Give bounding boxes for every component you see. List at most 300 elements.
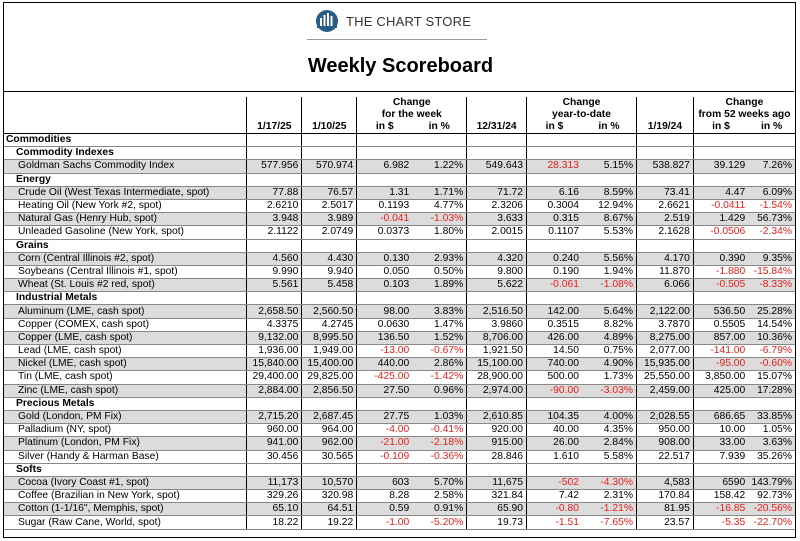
empty-cell	[357, 463, 413, 476]
cell-value: 2,122.00	[637, 305, 694, 318]
cell-value: 320.98	[302, 490, 357, 503]
cell-value: 12.94%	[582, 199, 637, 212]
empty-cell	[582, 147, 637, 160]
commodity-name: Sugar (Raw Cane, World, spot)	[4, 516, 247, 529]
cell-value: 2.84%	[582, 437, 637, 450]
cell-value: -21.00	[357, 437, 413, 450]
cell-value: 3.83%	[412, 305, 466, 318]
cell-value: 915.00	[467, 437, 527, 450]
cell-value: 136.50	[357, 331, 413, 344]
empty-cell	[412, 134, 466, 147]
cell-value: 4.89%	[582, 331, 637, 344]
cell-value: 2.1628	[637, 226, 694, 239]
cell-value: -1.54%	[748, 199, 795, 212]
cell-value: 8.28	[357, 490, 413, 503]
cell-value: 1.94%	[582, 265, 637, 278]
empty-cell	[748, 147, 795, 160]
cell-value: 1.610	[527, 450, 582, 463]
table-row	[4, 424, 795, 437]
change-ytd-subheader: year-to-date	[527, 109, 637, 121]
empty-cell	[467, 134, 527, 147]
category-label: Commodity Indexes	[4, 147, 247, 160]
empty-cell	[247, 463, 302, 476]
empty-cell	[302, 173, 357, 186]
cell-value: 5.561	[247, 279, 302, 292]
empty-cell	[412, 173, 466, 186]
cell-value: 0.1107	[527, 226, 582, 239]
cell-value: 0.315	[527, 213, 582, 226]
cell-value: 2,516.50	[467, 305, 527, 318]
cell-value: 4.47	[693, 186, 748, 199]
cell-value: 857.00	[693, 331, 748, 344]
table-row	[4, 437, 795, 450]
commodity-name: Gold (London, PM Fix)	[4, 410, 247, 423]
cell-value: -1.21%	[582, 503, 637, 516]
empty-cell	[637, 292, 694, 305]
empty-cell	[357, 292, 413, 305]
cell-value: 1,949.00	[302, 345, 357, 358]
empty-cell	[693, 173, 748, 186]
cell-value: -0.60%	[748, 358, 795, 371]
cell-value: 5.56%	[582, 252, 637, 265]
cell-value: 2.3206	[467, 199, 527, 212]
table-row	[4, 252, 795, 265]
cell-value: 3,850.00	[693, 371, 748, 384]
empty-cell	[693, 463, 748, 476]
commodity-name: Tin (LME, cash spot)	[4, 371, 247, 384]
empty-cell	[302, 292, 357, 305]
cell-value: 4.320	[467, 252, 527, 265]
cell-value: 2,974.00	[467, 384, 527, 397]
cell-value: 3.7870	[637, 318, 694, 331]
cell-value: 2,560.50	[302, 305, 357, 318]
empty-cell	[412, 292, 466, 305]
cell-value: 686.65	[693, 410, 748, 423]
cell-value: -0.109	[357, 450, 413, 463]
cell-value: -0.41%	[412, 424, 466, 437]
empty-cell	[582, 134, 637, 147]
cell-value: 5.15%	[582, 160, 637, 173]
col-header-52wk-pct: in %	[748, 121, 795, 134]
cell-value: 5.458	[302, 279, 357, 292]
cell-value: 3.989	[302, 213, 357, 226]
cell-value: 5.70%	[412, 476, 466, 489]
table-row	[4, 490, 795, 503]
cell-value: 500.00	[527, 371, 582, 384]
cell-value: -4.30%	[582, 476, 637, 489]
table-row	[4, 345, 795, 358]
cell-value: 1.71%	[412, 186, 466, 199]
cell-value: -7.65%	[582, 516, 637, 529]
cell-value: 30.456	[247, 450, 302, 463]
empty-cell	[247, 134, 302, 147]
cell-value: -13.00	[357, 345, 413, 358]
chart-store-logo-icon	[314, 9, 340, 33]
col-header-week-pct: in %	[412, 121, 466, 134]
cell-value: 5.53%	[582, 226, 637, 239]
commodity-name: Unleaded Gasoline (New York, spot)	[4, 226, 247, 239]
cell-value: 73.41	[637, 186, 694, 199]
cell-value: 2.6210	[247, 199, 302, 212]
cell-value: 0.3515	[527, 318, 582, 331]
cell-value: -5.20%	[412, 516, 466, 529]
cell-value: 10.36%	[748, 331, 795, 344]
commodity-name: Cocoa (Ivory Coast #1, spot)	[4, 476, 247, 489]
empty-cell	[748, 239, 795, 252]
cell-value: 941.00	[247, 437, 302, 450]
table-row	[4, 358, 795, 371]
cell-value: 2.1122	[247, 226, 302, 239]
table-row	[4, 186, 795, 199]
cell-value: 425.00	[693, 384, 748, 397]
cell-value: 170.84	[637, 490, 694, 503]
cell-value: 9.35%	[748, 252, 795, 265]
cell-value: 426.00	[527, 331, 582, 344]
cell-value: 1,921.50	[467, 345, 527, 358]
empty-cell	[467, 292, 527, 305]
empty-cell	[527, 173, 582, 186]
cell-value: 2,884.00	[247, 384, 302, 397]
cell-value: 65.90	[467, 503, 527, 516]
cell-value: 2,687.45	[302, 410, 357, 423]
change-52-subheader: from 52 weeks ago	[693, 109, 795, 121]
cell-value: 11,173	[247, 476, 302, 489]
cell-value: 5.622	[467, 279, 527, 292]
commodity-name: Goldman Sachs Commodity Index	[4, 160, 247, 173]
cell-value: 18.22	[247, 516, 302, 529]
section-heading	[4, 134, 795, 147]
cell-value: 0.50%	[412, 265, 466, 278]
table-row	[4, 305, 795, 318]
empty-cell	[247, 239, 302, 252]
commodity-name: Copper (LME, cash spot)	[4, 331, 247, 344]
empty-cell	[693, 134, 748, 147]
table-row	[4, 199, 795, 212]
table-row	[4, 226, 795, 239]
header-row-1	[4, 97, 795, 109]
cell-value: 4.90%	[582, 358, 637, 371]
cell-value: 10.00	[693, 424, 748, 437]
cell-value: 2,459.00	[637, 384, 694, 397]
empty-cell	[693, 292, 748, 305]
cell-value: 3.63%	[748, 437, 795, 450]
cell-value: 1.22%	[412, 160, 466, 173]
table-row	[4, 331, 795, 344]
cell-value: 964.00	[302, 424, 357, 437]
commodity-name: Corn (Central Illinois #2, spot)	[4, 252, 247, 265]
table-row	[4, 503, 795, 516]
col-header-week-dollar: in $	[357, 121, 413, 134]
category-heading	[4, 239, 795, 252]
brand-name: THE CHART STORE	[346, 13, 472, 29]
empty-cell	[748, 134, 795, 147]
cell-value: 5.58%	[582, 450, 637, 463]
empty-cell	[467, 463, 527, 476]
cell-value: 11.870	[637, 265, 694, 278]
category-heading	[4, 397, 795, 410]
cell-value: 603	[357, 476, 413, 489]
cell-value: 92.73%	[748, 490, 795, 503]
col-header-date-current: 1/17/25	[247, 121, 302, 134]
empty-cell	[637, 463, 694, 476]
commodity-name: Copper (COMEX, cash spot)	[4, 318, 247, 331]
cell-value: -0.36%	[412, 450, 466, 463]
cell-value: -1.51	[527, 516, 582, 529]
scoreboard-table	[4, 97, 795, 530]
scoreboard-frame	[3, 2, 796, 538]
cell-value: -1.00	[357, 516, 413, 529]
empty-cell	[247, 292, 302, 305]
cell-value: 81.95	[637, 503, 694, 516]
cell-value: 2,856.50	[302, 384, 357, 397]
commodity-name: Wheat (St. Louis #2 red, spot)	[4, 279, 247, 292]
empty-cell	[412, 397, 466, 410]
cell-value: 8,706.00	[467, 331, 527, 344]
cell-value: -20.56%	[748, 503, 795, 516]
cell-value: 9.990	[247, 265, 302, 278]
cell-value: 0.5505	[693, 318, 748, 331]
commodity-name: Crude Oil (West Texas Intermediate, spot)	[4, 186, 247, 199]
cell-value: 549.643	[467, 160, 527, 173]
empty-cell	[412, 147, 466, 160]
cell-value: -1.880	[693, 265, 748, 278]
category-label: Softs	[4, 463, 247, 476]
empty-cell	[748, 173, 795, 186]
cell-value: 30.565	[302, 450, 357, 463]
change-week-subheader: for the week	[357, 109, 467, 121]
header-row-2	[4, 109, 795, 121]
cell-value: 1.31	[357, 186, 413, 199]
cell-value: -3.03%	[582, 384, 637, 397]
cell-value: 2.86%	[412, 358, 466, 371]
logo-divider	[307, 39, 487, 40]
col-header-ytd-dollar: in $	[527, 121, 582, 134]
empty-cell	[637, 147, 694, 160]
cell-value: 2.58%	[412, 490, 466, 503]
cell-value: 440.00	[357, 358, 413, 371]
commodity-name: Coffee (Brazilian in New York, spot)	[4, 490, 247, 503]
empty-cell	[748, 397, 795, 410]
cell-value: 920.00	[467, 424, 527, 437]
cell-value: -5.35	[693, 516, 748, 529]
cell-value: 1.80%	[412, 226, 466, 239]
empty-cell	[637, 134, 694, 147]
cell-value: 960.00	[247, 424, 302, 437]
empty-cell	[527, 134, 582, 147]
cell-value: 25,550.00	[637, 371, 694, 384]
empty-cell	[693, 147, 748, 160]
empty-cell	[527, 292, 582, 305]
cell-value: 27.50	[357, 384, 413, 397]
table-row	[4, 318, 795, 331]
cell-value: 1,936.00	[247, 345, 302, 358]
cell-value: 962.00	[302, 437, 357, 450]
empty-cell	[637, 397, 694, 410]
cell-value: -0.67%	[412, 345, 466, 358]
cell-value: -1.08%	[582, 279, 637, 292]
cell-value: 77.88	[247, 186, 302, 199]
cell-value: 64.51	[302, 503, 357, 516]
cell-value: 14.54%	[748, 318, 795, 331]
cell-value: 4,583	[637, 476, 694, 489]
cell-value: 158.42	[693, 490, 748, 503]
empty-cell	[582, 292, 637, 305]
empty-cell	[467, 173, 527, 186]
change-ytd-header: Change	[527, 97, 637, 109]
cell-value: 3.948	[247, 213, 302, 226]
empty-cell	[357, 147, 413, 160]
cell-value: 4.35%	[582, 424, 637, 437]
change-week-header: Change	[357, 97, 467, 109]
cell-value: 538.827	[637, 160, 694, 173]
empty-cell	[637, 173, 694, 186]
cell-value: 329.26	[247, 490, 302, 503]
cell-value: 2,610.85	[467, 410, 527, 423]
cell-value: 8,995.50	[302, 331, 357, 344]
cell-value: 4.430	[302, 252, 357, 265]
cell-value: -1.42%	[412, 371, 466, 384]
cell-value: 71.72	[467, 186, 527, 199]
cell-value: 2.5017	[302, 199, 357, 212]
cell-value: 6590	[693, 476, 748, 489]
col-header-ytd-pct: in %	[582, 121, 637, 134]
cell-value: 0.0373	[357, 226, 413, 239]
category-label: Grains	[4, 239, 247, 252]
cell-value: 2.0015	[467, 226, 527, 239]
commodity-name: Lead (LME, cash spot)	[4, 345, 247, 358]
cell-value: 14.50	[527, 345, 582, 358]
empty-cell	[467, 147, 527, 160]
cell-value: 0.130	[357, 252, 413, 265]
category-heading	[4, 147, 795, 160]
cell-value: 15,100.00	[467, 358, 527, 371]
cell-value: 6.066	[637, 279, 694, 292]
table-row	[4, 213, 795, 226]
cell-value: 2,028.55	[637, 410, 694, 423]
cell-value: 3.633	[467, 213, 527, 226]
category-label: Industrial Metals	[4, 292, 247, 305]
cell-value: -0.061	[527, 279, 582, 292]
cell-value: -4.00	[357, 424, 413, 437]
empty-cell	[302, 239, 357, 252]
empty-cell	[582, 239, 637, 252]
empty-cell	[748, 292, 795, 305]
cell-value: 0.050	[357, 265, 413, 278]
cell-value: 740.00	[527, 358, 582, 371]
header-row-3	[4, 121, 795, 134]
cell-value: 2.31%	[582, 490, 637, 503]
cell-value: 142.00	[527, 305, 582, 318]
cell-value: -141.00	[693, 345, 748, 358]
cell-value: 19.22	[302, 516, 357, 529]
cell-value: 8.82%	[582, 318, 637, 331]
empty-cell	[357, 239, 413, 252]
page-title: Weekly Scoreboard	[307, 55, 494, 77]
cell-value: 65.10	[247, 503, 302, 516]
cell-value: 28.313	[527, 160, 582, 173]
cell-value: 9.940	[302, 265, 357, 278]
cell-value: 8.59%	[582, 186, 637, 199]
commodity-name: Palladium (NY, spot)	[4, 424, 247, 437]
empty-cell	[467, 239, 527, 252]
table-row	[4, 160, 795, 173]
cell-value: 570.974	[302, 160, 357, 173]
empty-cell	[748, 463, 795, 476]
cell-value: 25.28%	[748, 305, 795, 318]
cell-value: -15.84%	[748, 265, 795, 278]
header-divider	[4, 91, 794, 92]
commodity-name: Platinum (London, PM Fix)	[4, 437, 247, 450]
cell-value: 3.9860	[467, 318, 527, 331]
commodity-name: Heating Oil (New York #2, spot)	[4, 199, 247, 212]
cell-value: 8.67%	[582, 213, 637, 226]
empty-cell	[302, 397, 357, 410]
empty-cell	[527, 397, 582, 410]
category-label: Commodities	[4, 134, 247, 147]
cell-value: 0.0630	[357, 318, 413, 331]
cell-value: 0.103	[357, 279, 413, 292]
empty-cell	[302, 134, 357, 147]
empty-cell	[582, 463, 637, 476]
cell-value: 15.07%	[748, 371, 795, 384]
table-row	[4, 450, 795, 463]
cell-value: -22.70%	[748, 516, 795, 529]
cell-value: 104.35	[527, 410, 582, 423]
cell-value: 39.129	[693, 160, 748, 173]
table-body	[4, 97, 795, 529]
empty-cell	[637, 239, 694, 252]
empty-cell	[247, 397, 302, 410]
cell-value: 2,715.20	[247, 410, 302, 423]
cell-value: 908.00	[637, 437, 694, 450]
col-header-52wk-dollar: in $	[693, 121, 748, 134]
cell-value: 9,132.00	[247, 331, 302, 344]
empty-cell	[527, 463, 582, 476]
empty-cell	[412, 239, 466, 252]
cell-value: -0.0411	[693, 199, 748, 212]
cell-value: -425.00	[357, 371, 413, 384]
cell-value: 4.170	[637, 252, 694, 265]
cell-value: 1.52%	[412, 331, 466, 344]
cell-value: 27.75	[357, 410, 413, 423]
cell-value: 2,658.50	[247, 305, 302, 318]
cell-value: 10,570	[302, 476, 357, 489]
cell-value: 56.73%	[748, 213, 795, 226]
commodity-name: Cotton (1-1/16", Memphis, spot)	[4, 503, 247, 516]
cell-value: 2.519	[637, 213, 694, 226]
empty-cell	[357, 173, 413, 186]
cell-value: 33.00	[693, 437, 748, 450]
category-label: Precious Metals	[4, 397, 247, 410]
change-52-header: Change	[693, 97, 795, 109]
empty-cell	[357, 134, 413, 147]
cell-value: -95.00	[693, 358, 748, 371]
table-row	[4, 384, 795, 397]
table-row	[4, 476, 795, 489]
col-header-date-prev-week: 1/10/25	[302, 121, 357, 134]
cell-value: 1.89%	[412, 279, 466, 292]
cell-value: -1.03%	[412, 213, 466, 226]
table-row	[4, 516, 795, 529]
empty-cell	[693, 239, 748, 252]
cell-value: 2.6621	[637, 199, 694, 212]
table-row	[4, 371, 795, 384]
cell-value: 28,900.00	[467, 371, 527, 384]
cell-value: -6.79%	[748, 345, 795, 358]
cell-value: 0.190	[527, 265, 582, 278]
cell-value: 4.3375	[247, 318, 302, 331]
cell-value: 33.85%	[748, 410, 795, 423]
